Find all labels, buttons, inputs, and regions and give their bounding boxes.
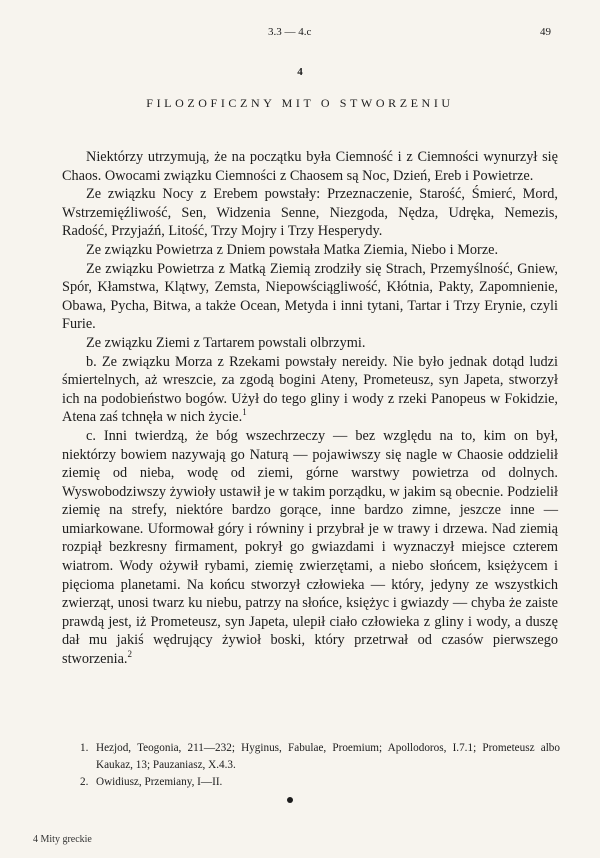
running-header-section-range: 3.3 — 4.c (268, 26, 312, 38)
paragraph (62, 185, 558, 241)
footnote-text: Hezjod, Teogonia, 211—232; Hyginus, Fabulae, Proemium; Apollodoros, I.7.1; Prometeusz albo Kaukaz, 13; Pauzaniasz, X.4.3. (96, 742, 560, 771)
page-number: 49 (540, 26, 551, 38)
footnote (80, 740, 560, 774)
body-text (62, 148, 558, 669)
paragraph (62, 148, 558, 185)
section-title: FILOZOFICZNY MIT O STWORZENIU (146, 96, 454, 110)
paragraph-text: Ze związku Powietrza z Dniem powstała Matka Ziemia, Niebo i Morze. (86, 241, 499, 258)
footnote-text: Owidiusz, Przemiany, I—II. (96, 776, 223, 788)
paragraph (62, 260, 558, 334)
footnotes (80, 740, 560, 791)
paragraph (62, 353, 558, 427)
section-number: 4 (297, 66, 303, 78)
footnote-reference: 2 (127, 649, 133, 660)
footnote-number: 1. (80, 742, 89, 754)
paragraph (62, 334, 558, 353)
printer-signature: 4 Mity greckie (33, 834, 92, 845)
paragraph-text: Ze związku Powietrza z Matką Ziemią zrodziły się Strach, Przemyślność, Gniew, Spór, Kłamstwa, Klątwy, Zemsta, Niepowściągliwość, Kłótnia, Pakty, Zapomnienie, Obawa, Pycha, Bitwa, a także Ocean, Metyda i inni tytani, Tartar i Trzy Erynie, czyli Furie. (62, 260, 558, 333)
end-bullet-icon (286, 796, 294, 804)
paragraph-text: b. Ze związku Morza z Rzekami powstały nereidy. Nie było jednak dotąd ludzi śmiertelnych, aż wreszcie, za zgodą bogini Ateny, Prometeusz, syn Japeta, stworzył ich na podobieństwo bogów. Użył do tego gliny i wody z rzeki Panopeus w Fokidzie, Atena zaś tchnęła w nich życie. (62, 353, 558, 426)
paragraph (62, 427, 558, 669)
footnote-reference: 1 (242, 407, 247, 418)
paragraph-text: Ze związku Nocy z Erebem powstały: Przeznaczenie, Starość, Śmierć, Mord, Wstrzemięźliwość, Sen, Widzenia Senne, Niezgoda, Nędza, Udręka, Nemezis, Radość, Przyjaźń, Litość, Trzy Mojry i Trzy Hesperydy. (62, 186, 558, 240)
paragraph (62, 241, 558, 260)
footnote-number: 2. (80, 776, 89, 788)
paragraph-text: Ze związku Ziemi z Tartarem powstali olbrzymi. (86, 334, 366, 351)
paragraph-text: Niektórzy utrzymują, że na początku była Ciemność i z Ciemności wynurzył się Chaos. Owocami związku Ciemności z Chaosem są Noc, Dzień, Ereb i Powietrze. (62, 149, 558, 184)
paragraph-text: c. Inni twierdzą, że bóg wszechrzeczy — bez względu na to, kim on był, niektórzy bowiem nazywają go Naturą — pojawiwszy się nagle w Chaosie oddzielił ziemię od nieba, wodę od ziemi, górne warstwy powietrza od dolnych. Wyswobodziwszy żywioły ustawił je w takim porządku, w jakim są obecnie. Podzielił ziemię na strefy, niektóre bardzo gorące, inne bardzo zimne, jeszcze inne — umiarkowane. Uformował góry i równiny i przybrał je w trawy i drzewa. Nad ziemią rozpiął bezkresny firmament, pokrył go gwiazdami i wyznaczył miejsce czterem wiatrom. Wody ożywił rybami, ziemię zwierzętami, a niebo słońcem, księżycem i pięcioma planetami. Na końcu stworzył człowieka — który, jedyny ze wszystkich zwierząt, unosi twarz ku niebu, patrzy na słońce, księżyc i gwiazdy — chyba że zaiste prawdą jest, iż Prometeusz, syn Japeta, ulepił ciało człowieka z gliny i wody, a duszę dał mu jakiś wędrujący żywioł boski, który przetrwał od czasów pierwszego stworzenia. (62, 427, 558, 668)
footnote (80, 774, 560, 791)
